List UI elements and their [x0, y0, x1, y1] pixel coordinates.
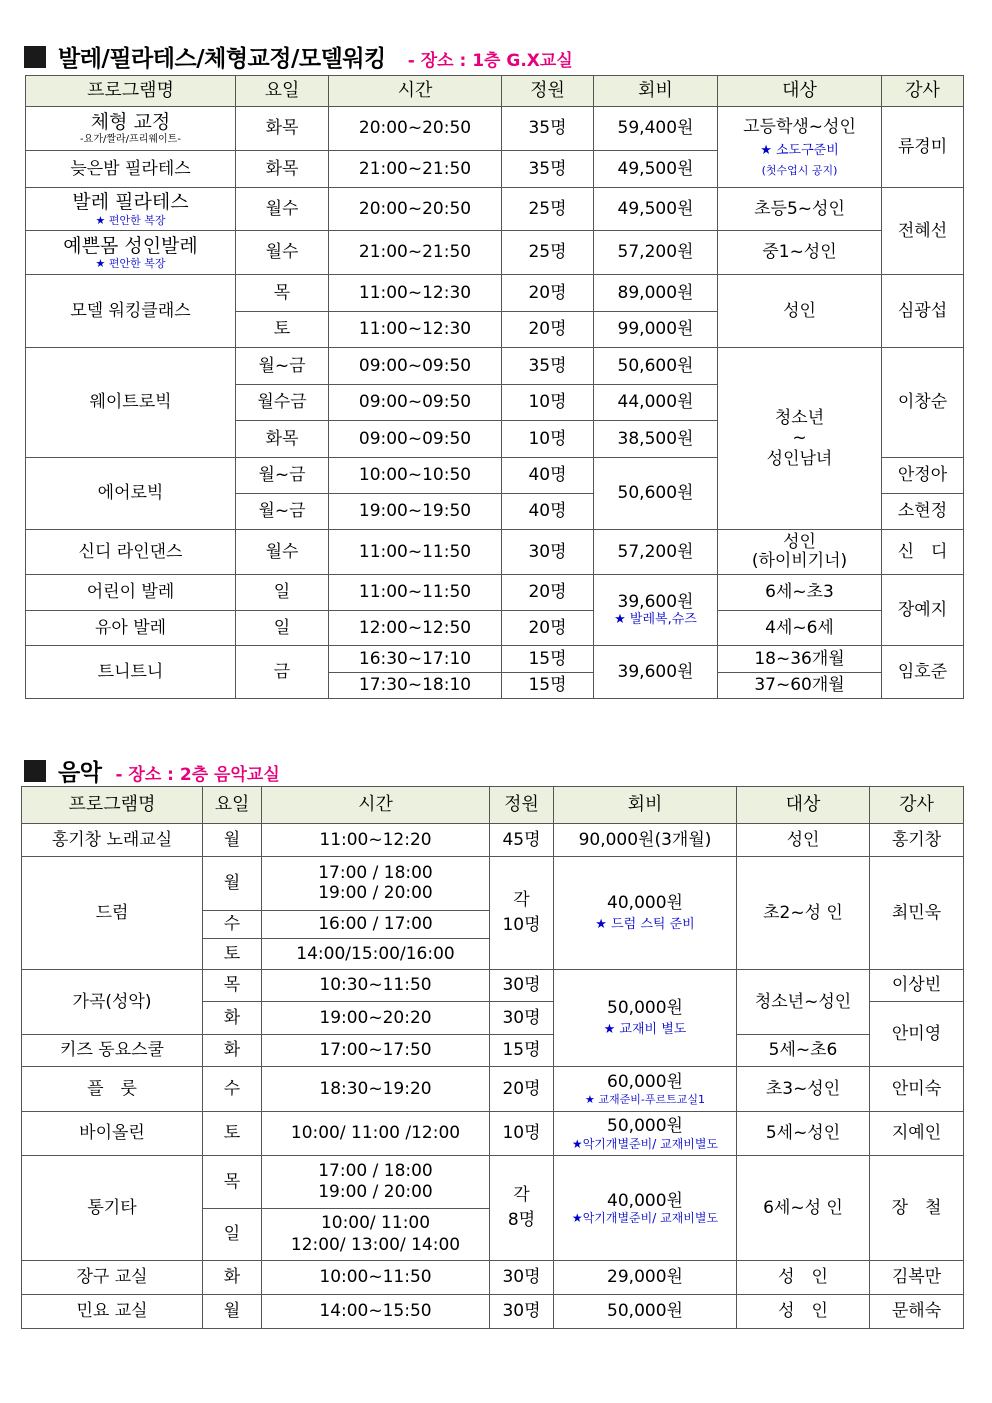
table-row	[26, 575, 964, 611]
table-row	[26, 275, 964, 312]
time-cell	[262, 857, 490, 911]
program-note-text: 편안한 복장	[108, 213, 166, 227]
fee-cell: 90,000원(3개월)	[554, 824, 737, 857]
time-line: 12:00/ 13:00/ 14:00	[290, 1234, 461, 1255]
fee-text: 40,000원	[607, 892, 683, 913]
program-cell: 바이올린	[22, 1112, 203, 1156]
time-cell: 10:00~11:50	[262, 1261, 490, 1295]
fee-note-text: 악기개별준비/ 교재비별도	[582, 1136, 719, 1151]
time-cell: 10:00/ 11:00 /12:00	[262, 1112, 490, 1156]
fee-note-text: 교재비 별도	[619, 1022, 687, 1038]
time-line: 10:00/ 11:00	[320, 1213, 431, 1234]
time-cell: 17:30~18:10	[329, 673, 502, 699]
teacher-cell: 임호준	[882, 646, 964, 699]
capacity-cell	[490, 1156, 554, 1261]
fee-note	[554, 1022, 736, 1038]
teacher-cell: 류경미	[882, 107, 964, 188]
target-cell: 5세~성인	[737, 1112, 870, 1156]
program-cell: 장구 교실	[22, 1261, 203, 1295]
fee-text: 50,000원	[607, 1116, 683, 1137]
col-header: 대상	[737, 787, 870, 824]
fee-note	[554, 1137, 736, 1151]
target-cell	[718, 107, 882, 188]
col-header: 강사	[882, 76, 964, 107]
target-line: 성인	[783, 532, 816, 553]
program-name: 체형 교정	[90, 111, 171, 134]
table-row	[22, 1156, 964, 1209]
teacher-cell: 장 철	[870, 1156, 964, 1261]
section-heading: 발레/필라테스/체형교정/모델워킹	[58, 46, 386, 72]
capacity-cell: 30명	[490, 1002, 554, 1035]
star-icon: ★	[571, 1136, 583, 1151]
program-cell: 플 룻	[22, 1067, 203, 1112]
table-row	[22, 970, 964, 1002]
fee-cell: 39,600원	[594, 646, 718, 699]
day-cell: 토	[203, 939, 262, 970]
star-icon: ★	[571, 1211, 583, 1225]
table-row	[26, 107, 964, 151]
time-cell: 11:00~12:30	[329, 312, 502, 348]
star-icon: ★	[603, 1022, 620, 1038]
capacity-line: 각	[513, 889, 530, 910]
capacity-cell: 30명	[490, 1261, 554, 1295]
target-line: 성인남녀	[766, 448, 833, 469]
fee-cell: 57,200원	[594, 231, 718, 275]
target-cell: 37~60개월	[718, 673, 882, 699]
fee-cell: 89,000원	[594, 275, 718, 312]
teacher-cell: 문해숙	[870, 1295, 964, 1329]
fee-note	[594, 612, 717, 628]
target-text: 고등학생~성인	[743, 117, 856, 138]
time-cell: 19:00~19:50	[329, 494, 502, 530]
time-cell: 16:30~17:10	[329, 646, 502, 673]
day-cell: 화목	[236, 151, 329, 188]
time-cell: 10:30~11:50	[262, 970, 490, 1002]
fee-text: 60,000원	[607, 1072, 683, 1093]
program-note-text: 편안한 복장	[108, 257, 166, 271]
day-cell: 월수금	[236, 385, 329, 421]
capacity-cell: 35명	[502, 107, 594, 151]
fee-note-text: 발레복,슈즈	[629, 612, 697, 628]
day-cell: 일	[236, 575, 329, 611]
capacity-cell: 45명	[490, 824, 554, 857]
time-cell: 20:00~20:50	[329, 188, 502, 231]
fee-cell	[554, 1112, 737, 1156]
capacity-cell: 40명	[502, 494, 594, 530]
col-header: 대상	[718, 76, 882, 107]
time-cell: 09:00~09:50	[329, 421, 502, 458]
fee-note	[554, 1211, 736, 1225]
col-header: 시간	[262, 787, 490, 824]
capacity-cell: 40명	[502, 458, 594, 494]
day-cell: 토	[203, 1112, 262, 1156]
capacity-cell: 15명	[502, 673, 594, 699]
capacity-cell: 20명	[490, 1067, 554, 1112]
day-cell: 목	[203, 970, 262, 1002]
capacity-cell: 10명	[502, 385, 594, 421]
table-row	[26, 611, 964, 646]
program-cell: 신디 라인댄스	[26, 530, 236, 575]
program-cell: 드럼	[22, 857, 203, 970]
capacity-cell	[490, 857, 554, 970]
fee-cell: 99,000원	[594, 312, 718, 348]
teacher-cell: 지예인	[870, 1112, 964, 1156]
day-cell: 화	[203, 1002, 262, 1035]
table-row	[26, 530, 964, 575]
day-cell: 목	[203, 1156, 262, 1209]
target-cell: 성 인	[737, 1261, 870, 1295]
target-cell: 중1~성인	[718, 231, 882, 275]
time-cell: 11:00~12:20	[262, 824, 490, 857]
teacher-cell: 장예지	[882, 575, 964, 646]
day-cell: 월~금	[236, 348, 329, 385]
program-cell: 모델 워킹클래스	[26, 275, 236, 348]
table-row	[26, 188, 964, 231]
day-cell: 목	[236, 275, 329, 312]
section-title-music	[24, 754, 280, 787]
time-cell: 18:30~19:20	[262, 1067, 490, 1112]
time-cell	[262, 1156, 490, 1209]
capacity-cell: 20명	[502, 275, 594, 312]
target-cell: 초2~성 인	[737, 857, 870, 970]
time-cell: 21:00~21:50	[329, 151, 502, 188]
teacher-cell: 안미영	[870, 1002, 964, 1067]
table-row	[22, 1067, 964, 1112]
time-cell: 19:00~20:20	[262, 1002, 490, 1035]
fee-cell: 50,600원	[594, 348, 718, 385]
day-cell: 월수	[236, 188, 329, 231]
section-location: - 장소 : 2층 음악교실	[115, 765, 280, 785]
header-row	[26, 76, 964, 107]
program-name: 발레 필라테스	[72, 191, 189, 213]
teacher-cell: 안미숙	[870, 1067, 964, 1112]
time-cell: 09:00~09:50	[329, 385, 502, 421]
teacher-cell: 이상빈	[870, 970, 964, 1002]
day-cell: 월	[203, 824, 262, 857]
fee-note	[554, 1093, 736, 1106]
capacity-cell: 20명	[502, 611, 594, 646]
capacity-cell: 15명	[502, 646, 594, 673]
time-line: 19:00 / 20:00	[318, 1182, 433, 1202]
target-cell: 5세~초6	[737, 1035, 870, 1067]
program-cell: 민요 교실	[22, 1295, 203, 1329]
time-cell: 11:00~12:30	[329, 275, 502, 312]
teacher-cell: 안정아	[882, 458, 964, 494]
teacher-cell: 심광섭	[882, 275, 964, 348]
teacher-cell: 최민욱	[870, 857, 964, 970]
target-cell: 6세~초3	[718, 575, 882, 611]
target-cell: 4세~6세	[718, 611, 882, 646]
fee-cell: 50,000원	[554, 1295, 737, 1329]
col-header: 강사	[870, 787, 964, 824]
fee-cell: 44,000원	[594, 385, 718, 421]
section-heading: 음악	[58, 760, 102, 786]
table-row	[22, 1112, 964, 1156]
fee-cell	[554, 857, 737, 970]
section-title-dance	[24, 40, 573, 73]
program-cell: 홍기창 노래교실	[22, 824, 203, 857]
target-line: 청소년	[774, 407, 825, 428]
day-cell: 화	[203, 1261, 262, 1295]
col-header: 회비	[554, 787, 737, 824]
target-cell: 성인	[718, 275, 882, 348]
table-row	[26, 646, 964, 673]
fee-note	[554, 917, 736, 933]
col-header: 정원	[502, 76, 594, 107]
star-icon: ★	[595, 917, 612, 933]
day-cell: 월	[203, 857, 262, 911]
col-header: 정원	[490, 787, 554, 824]
star-icon: ★	[95, 213, 109, 227]
time-line: 19:00 / 20:00	[318, 882, 433, 903]
target-line: (하이비기너)	[751, 551, 848, 571]
target-note	[718, 143, 881, 159]
music-schedule-table	[21, 786, 964, 1329]
teacher-cell: 전혜선	[882, 188, 964, 275]
table-row	[22, 1035, 964, 1067]
day-cell: 월~금	[236, 458, 329, 494]
fee-text: 50,000원	[607, 997, 683, 1018]
program-cell: 늦은밤 필라테스	[26, 151, 236, 188]
time-cell: 12:00~12:50	[329, 611, 502, 646]
capacity-cell: 15명	[490, 1035, 554, 1067]
fee-note-text: 악기개별준비/ 교재비별도	[582, 1211, 719, 1225]
table-row	[22, 1295, 964, 1329]
time-cell	[262, 1209, 490, 1261]
capacity-cell: 35명	[502, 151, 594, 188]
day-cell: 월수	[236, 231, 329, 275]
target-line: ~	[792, 428, 807, 449]
day-cell: 일	[203, 1209, 262, 1261]
day-cell: 월	[203, 1295, 262, 1329]
program-cell: 가곡(성악)	[22, 970, 203, 1035]
program-note	[26, 214, 235, 227]
fee-text: 40,000원	[607, 1190, 683, 1211]
fee-note-text: 드럼 스틱 준비	[611, 917, 695, 933]
table-row	[22, 857, 964, 911]
table-row	[22, 1261, 964, 1295]
time-cell: 14:00/15:00/16:00	[262, 939, 490, 970]
program-note	[26, 257, 235, 270]
star-icon: ★	[760, 143, 776, 159]
capacity-cell: 35명	[502, 348, 594, 385]
fee-cell: 49,500원	[594, 151, 718, 188]
col-header: 요일	[203, 787, 262, 824]
capacity-cell: 25명	[502, 188, 594, 231]
fee-note-text: 교재준비-푸르트교실1	[598, 1092, 705, 1106]
fee-cell	[554, 1156, 737, 1261]
time-cell: 21:00~21:50	[329, 231, 502, 275]
section-location: - 장소 : 1층 G.X교실	[407, 51, 573, 71]
day-cell: 금	[236, 646, 329, 699]
star-icon: ★	[585, 1092, 599, 1106]
col-header: 회비	[594, 76, 718, 107]
fee-cell	[554, 970, 737, 1067]
capacity-cell: 20명	[502, 312, 594, 348]
target-cell: 초3~성인	[737, 1067, 870, 1112]
teacher-cell: 이창순	[882, 348, 964, 458]
capacity-line: 10명	[502, 915, 541, 935]
program-cell	[26, 231, 236, 275]
target-note-sub: (첫수업시 공지)	[761, 163, 838, 177]
program-cell	[26, 188, 236, 231]
time-cell: 09:00~09:50	[329, 348, 502, 385]
program-cell: 웨이트로빅	[26, 348, 236, 458]
day-cell: 화	[203, 1035, 262, 1067]
capacity-cell: 30명	[490, 970, 554, 1002]
program-name: 예쁜몸 성인발레	[63, 234, 198, 257]
target-cell: 초등5~성인	[718, 188, 882, 231]
time-cell: 20:00~20:50	[329, 107, 502, 151]
time-cell: 14:00~15:50	[262, 1295, 490, 1329]
capacity-cell: 30명	[490, 1295, 554, 1329]
col-header: 프로그램명	[22, 787, 203, 824]
time-cell: 16:00 / 17:00	[262, 911, 490, 939]
fee-cell	[554, 1067, 737, 1112]
day-cell: 일	[236, 611, 329, 646]
day-cell: 월~금	[236, 494, 329, 530]
time-line: 17:00 / 18:00	[318, 862, 433, 883]
fee-cell: 49,500원	[594, 188, 718, 231]
target-cell	[718, 530, 882, 575]
target-cell	[718, 348, 882, 530]
dance-schedule-table	[25, 75, 964, 699]
fee-text: 39,600원	[617, 591, 694, 612]
day-cell: 화목	[236, 421, 329, 458]
program-cell: 에어로빅	[26, 458, 236, 530]
target-cell: 18~36개월	[718, 646, 882, 673]
day-cell: 토	[236, 312, 329, 348]
time-cell: 17:00~17:50	[262, 1035, 490, 1067]
star-icon: ★	[614, 612, 630, 628]
day-cell: 수	[203, 1067, 262, 1112]
star-icon: ★	[95, 257, 109, 271]
day-cell: 화목	[236, 107, 329, 151]
capacity-cell: 10명	[502, 421, 594, 458]
capacity-cell: 10명	[490, 1112, 554, 1156]
day-cell: 수	[203, 911, 262, 939]
target-note-text: 소도구준비	[776, 143, 839, 159]
target-cell: 성인	[737, 824, 870, 857]
col-header: 요일	[236, 76, 329, 107]
time-line: 17:00 / 18:00	[318, 1160, 433, 1181]
square-bullet-icon	[24, 760, 46, 782]
program-cell	[26, 107, 236, 151]
program-subtitle: -요가/짤라/프리웨이트-	[80, 133, 181, 145]
capacity-cell: 30명	[502, 530, 594, 575]
target-cell: 성 인	[737, 1295, 870, 1329]
target-cell: 6세~성 인	[737, 1156, 870, 1261]
time-cell: 10:00~10:50	[329, 458, 502, 494]
program-cell: 유아 발레	[26, 611, 236, 646]
program-cell: 키즈 동요스쿨	[22, 1035, 203, 1067]
fee-cell: 57,200원	[594, 530, 718, 575]
fee-cell	[594, 575, 718, 646]
time-cell: 11:00~11:50	[329, 530, 502, 575]
teacher-cell: 홍기창	[870, 824, 964, 857]
col-header: 프로그램명	[26, 76, 236, 107]
table-row	[26, 348, 964, 385]
fee-cell: 50,600원	[594, 458, 718, 530]
capacity-cell: 25명	[502, 231, 594, 275]
time-cell: 11:00~11:50	[329, 575, 502, 611]
program-cell: 어린이 발레	[26, 575, 236, 611]
teacher-cell: 소현정	[882, 494, 964, 530]
table-row	[22, 824, 964, 857]
teacher-cell: 신 디	[882, 530, 964, 575]
day-cell: 월수	[236, 530, 329, 575]
table-row	[26, 231, 964, 275]
fee-cell: 59,400원	[594, 107, 718, 151]
header-row	[22, 787, 964, 824]
square-bullet-icon	[24, 46, 46, 68]
capacity-cell: 20명	[502, 575, 594, 611]
teacher-cell: 김복만	[870, 1261, 964, 1295]
fee-cell: 38,500원	[594, 421, 718, 458]
capacity-line: 8명	[507, 1210, 536, 1230]
capacity-line: 각	[513, 1184, 530, 1205]
program-cell: 통기타	[22, 1156, 203, 1261]
target-cell: 청소년~성인	[737, 970, 870, 1035]
fee-cell: 29,000원	[554, 1261, 737, 1295]
program-cell: 트니트니	[26, 646, 236, 699]
col-header: 시간	[329, 76, 502, 107]
